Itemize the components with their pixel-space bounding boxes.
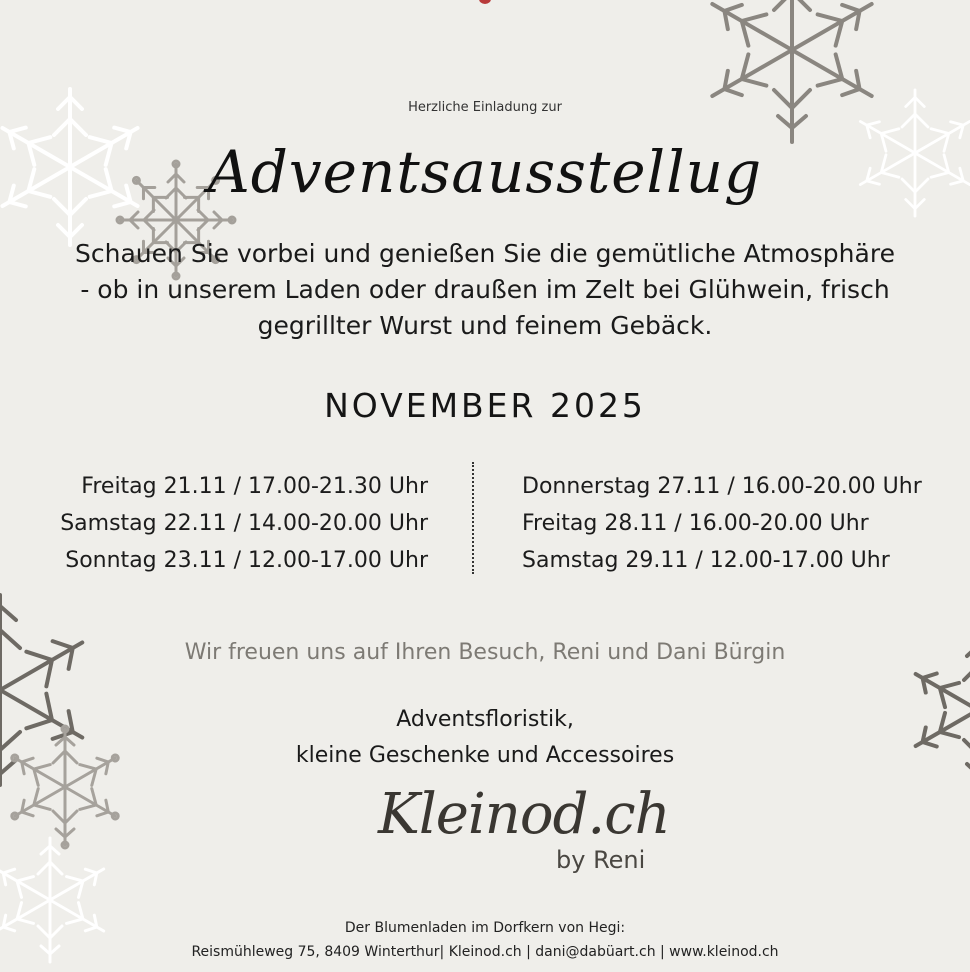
schedule-entry: Freitag 21.11 / 17.00-21.30 Uhr — [81, 474, 428, 499]
body-line: - ob in unserem Laden oder draußen im Zelt bei Glühwein, frisch — [80, 275, 890, 304]
schedule-entry: Samstag 22.11 / 14.00-20.00 Uhr — [60, 511, 428, 536]
ornament-dot — [479, 0, 491, 4]
footer-contact: Reismühleweg 75, 8409 Winterthur| Kleinod.ch | dani@dabüart.ch | www.kleinod.ch — [191, 944, 779, 960]
body-line: gegrillter Wurst und feinem Gebäck. — [257, 311, 713, 340]
schedule-divider — [472, 462, 474, 574]
offer-text — [0, 702, 970, 774]
body-line: Schauen Sie vorbei und genießen Sie die gemütliche Atmosphäre — [75, 239, 895, 268]
intro-text: Herzliche Einladung zur — [408, 100, 562, 115]
offer-line: Adventsfloristik, — [396, 707, 574, 732]
greeting-text: Wir freuen uns auf Ihren Besuch, Reni und Dani Bürgin — [184, 640, 786, 665]
invitation-body — [0, 236, 970, 344]
logo-sub-text: by Reni — [556, 846, 646, 874]
logo-main-text: Kleinod.ch — [378, 782, 670, 847]
footer-location: Der Blumenladen im Dorfkern von Hegi: — [344, 920, 626, 936]
schedule-entry: Freitag 28.11 / 16.00-20.00 Uhr — [522, 511, 869, 536]
event-month: NOVEMBER 2025 — [324, 386, 646, 425]
event-title: Adventsausstellug — [207, 138, 763, 206]
kleinod-logo — [370, 782, 670, 902]
schedule-entry: Sonntag 23.11 / 12.00-17.00 Uhr — [65, 548, 428, 573]
schedule-entry: Donnerstag 27.11 / 16.00-20.00 Uhr — [522, 474, 922, 499]
schedule-entry: Samstag 29.11 / 12.00-17.00 Uhr — [522, 548, 890, 573]
schedule-left — [20, 468, 428, 579]
offer-line: kleine Geschenke und Accessoires — [295, 743, 675, 768]
schedule-right — [522, 468, 962, 579]
